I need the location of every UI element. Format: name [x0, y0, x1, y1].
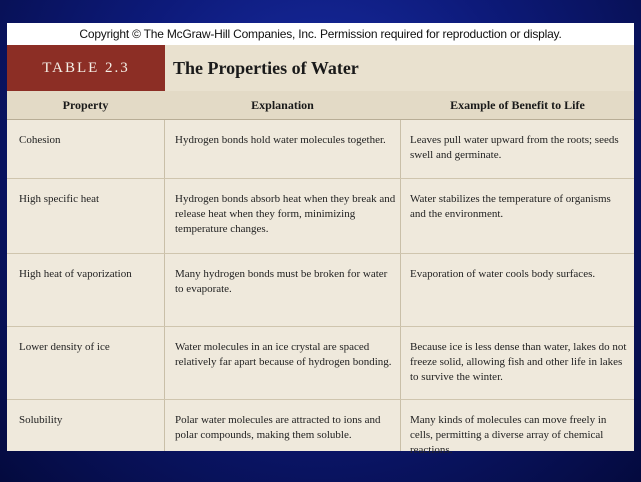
cell-explanation: Water molecules in an ice crystal are spaced relatively far apart because of hydrogen bonding. [175, 341, 392, 368]
table-number-tag: TABLE 2.3 [7, 45, 165, 91]
cell-property: High heat of vaporization [19, 268, 132, 280]
cell-property: Cohesion [19, 134, 61, 146]
table-row [7, 327, 634, 400]
table-row [7, 120, 634, 179]
slide-panel [7, 23, 634, 456]
cell-property: Lower density of ice [19, 341, 110, 353]
table-row [7, 400, 634, 456]
cell-property: Solubility [19, 414, 63, 426]
cell-example: Many kinds of molecules can move freely in cells, permitting a diverse array of chemical reactions. [410, 414, 607, 456]
cell-example: Because ice is less dense than water, lakes do not freeze solid, allowing fish and other life in lakes to survive the winter. [410, 341, 627, 383]
cell-explanation: Many hydrogen bonds must be broken for water to evaporate. [175, 268, 388, 295]
properties-table [7, 91, 634, 456]
header-property: Property [62, 98, 109, 112]
cell-explanation: Hydrogen bonds absorb heat when they break and release heat when they form, minimizing temperature changes. [175, 193, 396, 235]
cell-example: Evaporation of water cools body surfaces. [410, 268, 596, 280]
table-row [7, 179, 634, 254]
table-title-bar [7, 45, 634, 91]
cell-explanation: Polar water molecules are attracted to ions and polar compounds, making them soluble. [175, 414, 381, 441]
cell-example: Water stabilizes the temperature of organisms and the environment. [410, 193, 611, 220]
cell-explanation: Hydrogen bonds hold water molecules together. [175, 134, 386, 146]
header-example: Example of Benefit to Life [450, 98, 585, 112]
header-explanation: Explanation [251, 98, 314, 112]
table-row [7, 254, 634, 327]
copyright-notice: Copyright © The McGraw-Hill Companies, Inc. Permission required for reproduction or display. [79, 27, 562, 41]
cell-property: High specific heat [19, 193, 100, 205]
cell-example: Leaves pull water upward from the roots; seeds swell and germinate. [410, 134, 619, 161]
table-header-row [7, 91, 634, 120]
table-title: The Properties of Water [173, 58, 359, 78]
